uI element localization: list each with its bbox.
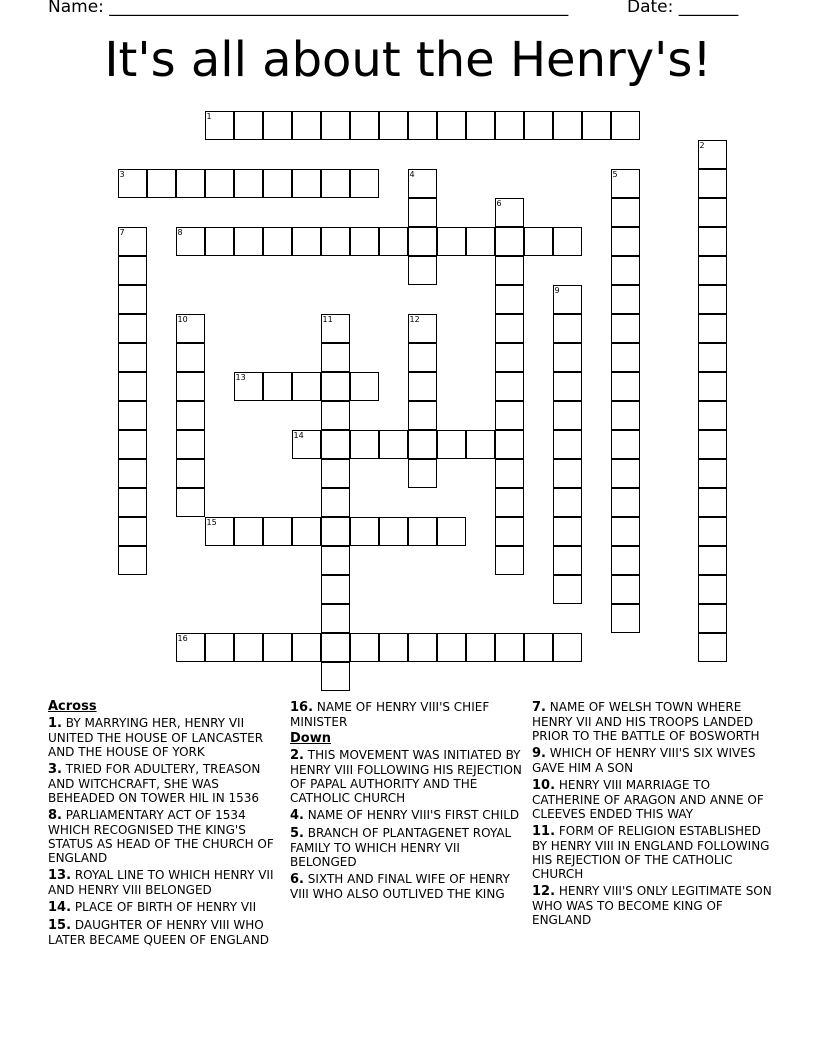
- clue-text: PLACE OF BIRTH OF HENRY VII: [71, 900, 257, 914]
- grid-cell[interactable]: [611, 517, 640, 546]
- grid-cell[interactable]: [495, 314, 524, 343]
- clue-number: 6.: [290, 872, 304, 887]
- clue-text: PARLIAMENTARY ACT OF 1534 WHICH RECOGNISED THE KING'S STATUS AS HEAD OF THE CHURCH OF ENGLAND: [48, 808, 274, 865]
- grid-cell[interactable]: [698, 430, 727, 459]
- name-field-label: Name: ______________________________________________________: [48, 0, 569, 17]
- grid-cell[interactable]: [321, 633, 350, 662]
- grid-cell[interactable]: [118, 314, 147, 343]
- grid-cell[interactable]: [495, 343, 524, 372]
- clue-number-label: 13: [235, 372, 246, 382]
- grid-cell[interactable]: [582, 111, 611, 140]
- grid-cell[interactable]: [437, 227, 466, 256]
- clue-number: 15.: [48, 918, 72, 933]
- grid-cell[interactable]: [379, 111, 408, 140]
- clue-number-label: 1: [206, 111, 212, 121]
- grid-cell[interactable]: [611, 227, 640, 256]
- grid-cell[interactable]: [553, 343, 582, 372]
- down-clue-list: [290, 748, 526, 901]
- clue-number: 3.: [48, 762, 62, 777]
- clue-number-label: 12: [409, 314, 420, 324]
- grid-cell[interactable]: [292, 111, 321, 140]
- grid-cell[interactable]: [698, 256, 727, 285]
- grid-cell[interactable]: [698, 401, 727, 430]
- grid-cell[interactable]: [466, 227, 495, 256]
- grid-cell[interactable]: [466, 633, 495, 662]
- clue-text: SIXTH AND FINAL WIFE OF HENRY VIII WHO ALSO OUTLIVED THE KING: [290, 872, 510, 901]
- grid-cell[interactable]: [553, 633, 582, 662]
- date-field-label: Date: _______: [627, 0, 739, 17]
- clue-text: BRANCH OF PLANTAGENET ROYAL FAMILY TO WHICH HENRY VII BELONGED: [290, 826, 512, 869]
- clue-number-label: 10: [177, 314, 188, 324]
- grid-cell[interactable]: [234, 227, 263, 256]
- grid-cell[interactable]: [698, 372, 727, 401]
- grid-cell[interactable]: [408, 401, 437, 430]
- grid-cell[interactable]: [321, 343, 350, 372]
- clue-text: BY MARRYING HER, HENRY VII UNITED THE HOUSE OF LANCASTER AND THE HOUSE OF YORK: [48, 716, 264, 759]
- clue-number-label: 5: [612, 169, 618, 179]
- clue-text: NAME OF WELSH TOWN WHERE HENRY VII AND HIS TROOPS LANDED PRIOR TO THE BATTLE OF BOSWORTH: [532, 700, 760, 743]
- grid-cell[interactable]: [321, 604, 350, 633]
- clue-number-label: 2: [699, 140, 705, 150]
- grid-cell[interactable]: [495, 401, 524, 430]
- grid-cell[interactable]: [611, 343, 640, 372]
- grid-cell[interactable]: [698, 198, 727, 227]
- grid-cell[interactable]: [176, 488, 205, 517]
- grid-cell[interactable]: [234, 111, 263, 140]
- grid-cell[interactable]: [234, 517, 263, 546]
- grid-cell[interactable]: [263, 517, 292, 546]
- grid-cell[interactable]: [466, 111, 495, 140]
- grid-cell[interactable]: [495, 546, 524, 575]
- clue-column-3: [532, 700, 772, 930]
- grid-cell[interactable]: [495, 459, 524, 488]
- grid-cell[interactable]: [118, 488, 147, 517]
- grid-cell[interactable]: [611, 575, 640, 604]
- clue-number: 13.: [48, 868, 72, 883]
- grid-cell[interactable]: [698, 546, 727, 575]
- down-clue-list-continued: [532, 700, 772, 927]
- clue-text: HENRY VIII'S ONLY LEGITIMATE SON WHO WAS TO BECOME KING OF ENGLAND: [532, 884, 772, 927]
- grid-cell[interactable]: [321, 227, 350, 256]
- grid-cell[interactable]: [408, 633, 437, 662]
- grid-cell[interactable]: [524, 111, 553, 140]
- grid-cell[interactable]: [118, 343, 147, 372]
- grid-cell[interactable]: [611, 488, 640, 517]
- grid-cell[interactable]: [524, 633, 553, 662]
- grid-cell[interactable]: [495, 430, 524, 459]
- clue-item: [532, 746, 772, 775]
- grid-cell[interactable]: [176, 169, 205, 198]
- grid-cell[interactable]: [263, 227, 292, 256]
- grid-cell[interactable]: [350, 633, 379, 662]
- grid-cell[interactable]: [408, 227, 437, 256]
- grid-cell[interactable]: [553, 111, 582, 140]
- clue-text: WHICH OF HENRY VIII'S SIX WIVES GAVE HIM A SON: [532, 746, 756, 775]
- grid-cell[interactable]: [379, 430, 408, 459]
- clue-item: [290, 700, 526, 729]
- clue-item: [290, 748, 526, 805]
- clue-number: 14.: [48, 900, 72, 915]
- grid-cell[interactable]: [292, 372, 321, 401]
- clue-number-label: 6: [496, 198, 502, 208]
- grid-cell[interactable]: [176, 430, 205, 459]
- clue-number: 2.: [290, 748, 304, 763]
- clue-item: [532, 778, 772, 821]
- clue-number: 10.: [532, 778, 556, 793]
- grid-cell[interactable]: [437, 633, 466, 662]
- grid-cell[interactable]: [698, 604, 727, 633]
- grid-cell[interactable]: [350, 517, 379, 546]
- grid-cell[interactable]: [553, 401, 582, 430]
- grid-cell[interactable]: [408, 430, 437, 459]
- clue-number-label: 8: [177, 227, 183, 237]
- grid-cell[interactable]: [698, 343, 727, 372]
- clue-item: [48, 762, 284, 805]
- grid-cell[interactable]: [495, 111, 524, 140]
- grid-cell[interactable]: [379, 517, 408, 546]
- clue-text: TRIED FOR ADULTERY, TREASON AND WITCHCRAFT, SHE WAS BEHEADED ON TOWER HIL IN 1536: [48, 762, 261, 805]
- grid-cell[interactable]: [698, 227, 727, 256]
- grid-cell[interactable]: [698, 633, 727, 662]
- grid-cell[interactable]: [611, 546, 640, 575]
- clue-number: 9.: [532, 746, 546, 761]
- grid-cell[interactable]: [234, 633, 263, 662]
- clue-number-label: 16: [177, 633, 188, 643]
- grid-cell[interactable]: [437, 517, 466, 546]
- grid-cell[interactable]: [350, 111, 379, 140]
- grid-cell[interactable]: [321, 169, 350, 198]
- grid-cell[interactable]: [495, 372, 524, 401]
- grid-cell[interactable]: [292, 633, 321, 662]
- clue-item: [532, 824, 772, 881]
- grid-cell[interactable]: [553, 488, 582, 517]
- grid-cell[interactable]: [553, 517, 582, 546]
- grid-cell[interactable]: [611, 198, 640, 227]
- clue-number: 7.: [532, 700, 546, 715]
- grid-cell[interactable]: [495, 633, 524, 662]
- grid-cell[interactable]: [118, 285, 147, 314]
- grid-cell[interactable]: [205, 633, 234, 662]
- grid-cell[interactable]: [321, 111, 350, 140]
- grid-cell[interactable]: [321, 401, 350, 430]
- grid-cell[interactable]: [611, 430, 640, 459]
- clue-item: [48, 900, 284, 915]
- grid-cell[interactable]: [176, 343, 205, 372]
- grid-cell[interactable]: [321, 372, 350, 401]
- grid-cell[interactable]: [292, 227, 321, 256]
- grid-cell[interactable]: [611, 256, 640, 285]
- clue-number-label: 14: [293, 430, 304, 440]
- clue-number: 1.: [48, 716, 62, 731]
- grid-cell[interactable]: [234, 169, 263, 198]
- grid-cell[interactable]: [263, 372, 292, 401]
- grid-cell[interactable]: [553, 227, 582, 256]
- clue-number: 12.: [532, 884, 556, 899]
- grid-cell[interactable]: [176, 401, 205, 430]
- across-clue-list: [48, 716, 284, 947]
- clue-number: 16.: [290, 700, 314, 715]
- grid-cell[interactable]: [553, 372, 582, 401]
- clue-number-label: 7: [119, 227, 125, 237]
- clue-number: 5.: [290, 826, 304, 841]
- clue-text: HENRY VIII MARRIAGE TO CATHERINE OF ARAGON AND ANNE OF CLEEVES ENDED THIS WAY: [532, 778, 764, 821]
- grid-cell[interactable]: [292, 169, 321, 198]
- grid-cell[interactable]: [118, 430, 147, 459]
- clue-item: [532, 700, 772, 743]
- grid-cell[interactable]: [611, 314, 640, 343]
- grid-cell[interactable]: [118, 517, 147, 546]
- clue-text: NAME OF HENRY VIII'S CHIEF MINISTER: [290, 700, 490, 729]
- grid-cell[interactable]: [379, 227, 408, 256]
- clue-item: [48, 716, 284, 759]
- grid-cell[interactable]: [350, 169, 379, 198]
- grid-cell[interactable]: [495, 256, 524, 285]
- grid-cell[interactable]: [408, 111, 437, 140]
- clue-number-label: 9: [554, 285, 560, 295]
- grid-cell[interactable]: [698, 314, 727, 343]
- clue-item: [290, 808, 526, 823]
- grid-cell[interactable]: [408, 459, 437, 488]
- across-clue-list-continued: [290, 700, 526, 729]
- grid-cell[interactable]: [408, 372, 437, 401]
- grid-cell[interactable]: [437, 111, 466, 140]
- grid-cell[interactable]: [553, 459, 582, 488]
- grid-cell[interactable]: [321, 430, 350, 459]
- grid-cell[interactable]: [321, 517, 350, 546]
- grid-cell[interactable]: [321, 488, 350, 517]
- grid-cell[interactable]: [466, 430, 495, 459]
- grid-cell[interactable]: [118, 256, 147, 285]
- grid-cell[interactable]: [408, 517, 437, 546]
- grid-cell[interactable]: [350, 430, 379, 459]
- clue-text: NAME OF HENRY VIII'S FIRST CHILD: [303, 808, 520, 822]
- grid-cell[interactable]: [118, 459, 147, 488]
- clue-item: [48, 868, 284, 897]
- down-heading: Down: [290, 731, 331, 746]
- grid-cell[interactable]: [263, 169, 292, 198]
- grid-cell[interactable]: [263, 111, 292, 140]
- grid-cell[interactable]: [321, 546, 350, 575]
- grid-cell[interactable]: [437, 430, 466, 459]
- grid-cell[interactable]: [350, 372, 379, 401]
- clue-number: 8.: [48, 808, 62, 823]
- clue-text: THIS MOVEMENT WAS INITIATED BY HENRY VIII FOLLOWING HIS REJECTION OF PAPAL AUTHORITY AND THE CATHOLIC CHURCH: [290, 748, 522, 805]
- grid-cell[interactable]: [292, 517, 321, 546]
- grid-cell[interactable]: [408, 256, 437, 285]
- grid-cell[interactable]: [611, 285, 640, 314]
- grid-cell[interactable]: [176, 459, 205, 488]
- grid-cell[interactable]: [553, 546, 582, 575]
- across-heading: Across: [48, 699, 97, 714]
- grid-cell[interactable]: [408, 198, 437, 227]
- grid-cell[interactable]: [698, 517, 727, 546]
- clue-column-2: [290, 700, 526, 904]
- grid-cell[interactable]: [205, 227, 234, 256]
- clue-number-label: 11: [322, 314, 333, 324]
- clue-column-1: [48, 700, 284, 950]
- grid-cell[interactable]: [495, 227, 524, 256]
- grid-cell[interactable]: [698, 575, 727, 604]
- clue-number-label: 15: [206, 517, 217, 527]
- grid-cell[interactable]: [611, 111, 640, 140]
- grid-cell[interactable]: [611, 604, 640, 633]
- clue-number: 4.: [290, 808, 304, 823]
- grid-cell[interactable]: [698, 169, 727, 198]
- clue-number-label: 4: [409, 169, 415, 179]
- clue-item: [48, 918, 284, 947]
- clue-item: [290, 872, 526, 901]
- clue-text: DAUGHTER OF HENRY VIII WHO LATER BECAME QUEEN OF ENGLAND: [48, 918, 270, 947]
- grid-cell[interactable]: [176, 372, 205, 401]
- grid-cell[interactable]: [524, 227, 553, 256]
- grid-cell[interactable]: [118, 546, 147, 575]
- grid-cell[interactable]: [118, 372, 147, 401]
- grid-cell[interactable]: [350, 227, 379, 256]
- grid-cell[interactable]: [147, 169, 176, 198]
- clue-number: 11.: [532, 824, 556, 839]
- grid-cell[interactable]: [611, 459, 640, 488]
- grid-cell[interactable]: [205, 169, 234, 198]
- grid-cell[interactable]: [698, 459, 727, 488]
- grid-cell[interactable]: [698, 285, 727, 314]
- page-title: It's all about the Henry's!: [104, 32, 712, 88]
- grid-cell[interactable]: [118, 401, 147, 430]
- grid-cell[interactable]: [408, 343, 437, 372]
- clue-item: [48, 808, 284, 865]
- grid-cell[interactable]: [321, 459, 350, 488]
- clue-item: [290, 826, 526, 869]
- grid-cell[interactable]: [495, 488, 524, 517]
- clue-number-label: 3: [119, 169, 125, 179]
- grid-cell[interactable]: [379, 633, 408, 662]
- grid-cell[interactable]: [611, 401, 640, 430]
- grid-cell[interactable]: [553, 430, 582, 459]
- grid-cell[interactable]: [611, 372, 640, 401]
- grid-cell[interactable]: [698, 488, 727, 517]
- clue-text: FORM OF RELIGION ESTABLISHED BY HENRY VIII IN ENGLAND FOLLOWING HIS REJECTION OF THE CATHOLIC CHURCH: [532, 824, 770, 881]
- grid-cell[interactable]: [495, 285, 524, 314]
- grid-cell[interactable]: [321, 575, 350, 604]
- grid-cell[interactable]: [495, 517, 524, 546]
- grid-cell[interactable]: [553, 575, 582, 604]
- grid-cell[interactable]: [553, 314, 582, 343]
- clue-item: [532, 884, 772, 927]
- grid-cell[interactable]: [263, 633, 292, 662]
- grid-cell[interactable]: [321, 662, 350, 691]
- clue-text: ROYAL LINE TO WHICH HENRY VII AND HENRY VIII BELONGED: [48, 868, 274, 897]
